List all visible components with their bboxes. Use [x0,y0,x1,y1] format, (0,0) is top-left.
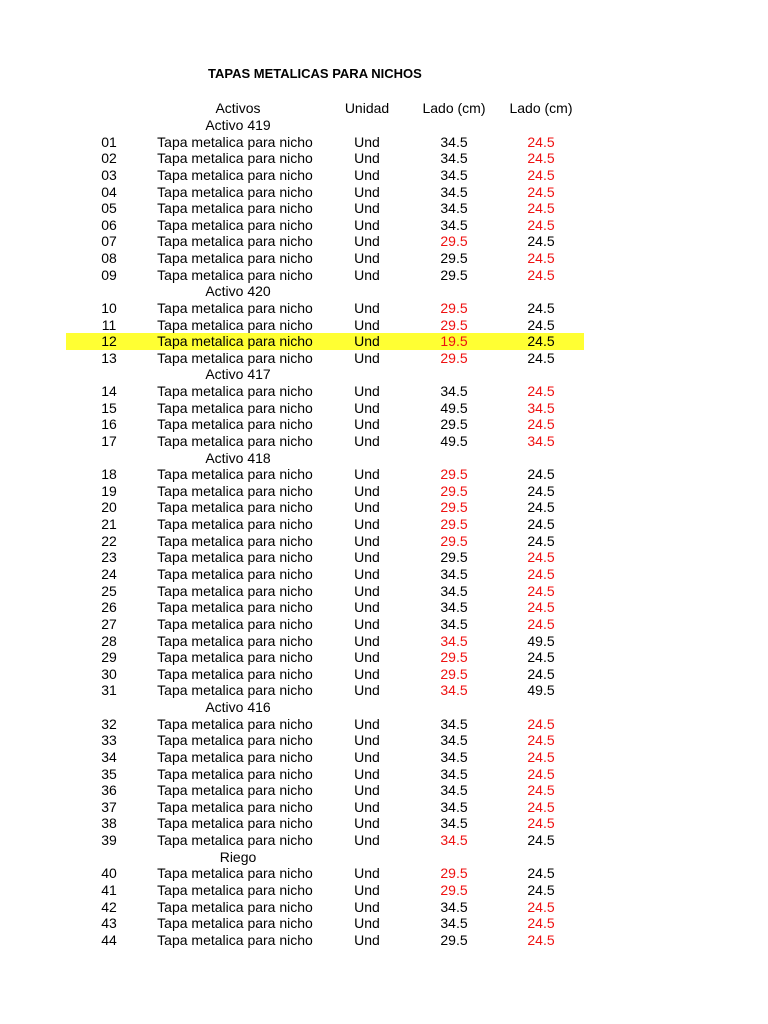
row-lado-1: 34.5 [440,599,468,616]
row-description: Tapa metalica para nicho [157,299,313,316]
row-unit: Und [354,682,380,699]
row-description: Tapa metalica para nicho [157,150,313,167]
row-number: 07 [101,233,117,250]
row-number: 22 [101,532,117,549]
row-number: 42 [101,898,117,915]
row-lado-2: 24.5 [527,233,555,250]
row-unit: Und [354,632,380,649]
row-description: Tapa metalica para nicho [157,566,313,582]
row-lado-2: 24.5 [527,532,555,549]
table-row [0,799,768,816]
row-description: Tapa metalica para nicho [157,632,313,649]
row-lado-2: 24.5 [527,349,555,366]
row-description: Tapa metalica para nicho [157,416,313,433]
row-unit: Und [354,150,380,167]
table-row [0,300,768,317]
row-number: 31 [101,682,117,699]
row-number: 01 [101,133,117,150]
table-row [0,267,768,284]
row-number: 44 [101,931,117,948]
row-unit: Und [354,399,380,416]
row-lado-1: 29.5 [440,299,468,316]
row-number: 32 [101,715,117,732]
row-number: 14 [101,383,117,400]
row-unit: Und [354,482,380,499]
row-description: Tapa metalica para nicho [157,732,313,749]
row-number: 27 [101,615,117,632]
row-lado-1: 29.5 [440,499,468,516]
row-description: Tapa metalica para nicho [157,316,313,333]
row-lado-2: 24.5 [527,865,555,882]
header-unidad: Unidad [344,100,390,116]
row-number: 02 [101,150,117,167]
table-row [0,749,768,766]
row-lado-1: 34.5 [440,615,468,632]
row-number: 19 [101,482,117,499]
group-header-row [0,849,768,866]
row-unit: Und [354,316,380,333]
row-number: 24 [101,566,117,582]
row-description: Tapa metalica para nicho [157,881,313,898]
table-row [0,533,768,550]
row-lado-2: 24.5 [527,150,555,167]
row-lado-1: 34.5 [440,732,468,749]
row-unit: Und [354,599,380,616]
row-description: Tapa metalica para nicho [157,765,313,782]
group-name: Activo 418 [205,449,271,466]
group-name: Riego [219,848,257,865]
row-number: 35 [101,765,117,782]
row-description: Tapa metalica para nicho [157,649,313,666]
row-number: 04 [101,183,117,200]
row-lado-1: 34.5 [440,798,468,815]
row-lado-2: 24.5 [527,649,555,666]
row-number: 38 [101,815,117,832]
row-lado-2: 24.5 [527,832,555,849]
row-lado-2: 24.5 [527,549,555,566]
group-name: Activo 420 [205,283,271,300]
row-description: Tapa metalica para nicho [157,798,313,815]
row-description: Tapa metalica para nicho [157,865,313,882]
row-lado-1: 29.5 [440,316,468,333]
row-number: 28 [101,632,117,649]
row-number: 09 [101,266,117,283]
table-row [0,865,768,882]
row-lado-2: 24.5 [527,898,555,915]
row-number: 40 [101,865,117,882]
row-unit: Und [354,299,380,316]
row-description: Tapa metalica para nicho [157,383,313,400]
row-unit: Und [354,532,380,549]
row-lado-1: 29.5 [440,649,468,666]
table-row [0,350,768,367]
row-lado-1: 49.5 [440,399,468,416]
table-row [0,549,768,566]
row-unit: Und [354,815,380,832]
row-unit: Und [354,432,380,449]
row-lado-1: 34.5 [440,150,468,167]
document-title: TAPAS METALICAS PARA NICHOS [208,66,422,81]
row-number: 21 [101,516,117,533]
row-number: 41 [101,881,117,898]
row-lado-1: 29.5 [440,482,468,499]
row-number: 03 [101,166,117,183]
table-row [0,832,768,849]
row-number: 26 [101,599,117,616]
table-row [0,815,768,832]
table-row [0,233,768,250]
row-unit: Und [354,832,380,849]
row-unit: Und [354,732,380,749]
table-row [0,566,768,583]
row-lado-1: 34.5 [440,166,468,183]
table-row [0,766,768,783]
row-description: Tapa metalica para nicho [157,615,313,632]
table-row [0,416,768,433]
row-unit: Und [354,233,380,250]
row-unit: Und [354,216,380,233]
row-number: 11 [101,316,117,333]
table-row [0,483,768,500]
header-lado-1: Lado (cm) [422,100,486,116]
table-row [0,732,768,749]
row-description: Tapa metalica para nicho [157,183,313,200]
row-lado-2: 24.5 [527,732,555,749]
table-row [0,217,768,234]
row-lado-2: 24.5 [527,782,555,799]
row-description: Tapa metalica para nicho [157,915,313,932]
row-lado-2: 24.5 [527,615,555,632]
row-lado-2: 34.5 [527,399,555,416]
row-lado-2: 24.5 [527,815,555,832]
row-lado-2: 24.5 [527,516,555,533]
row-lado-1: 29.5 [440,416,468,433]
row-lado-1: 34.5 [440,815,468,832]
table-row [0,616,768,633]
row-unit: Und [354,183,380,200]
row-lado-2: 24.5 [527,133,555,150]
row-unit: Und [354,865,380,882]
row-lado-1: 34.5 [440,200,468,217]
row-unit: Und [354,582,380,599]
row-description: Tapa metalica para nicho [157,748,313,765]
row-lado-2: 24.5 [527,915,555,932]
row-unit: Und [354,166,380,183]
table-row [0,499,768,516]
table-row [0,333,768,350]
row-lado-1: 29.5 [440,532,468,549]
row-unit: Und [354,715,380,732]
row-description: Tapa metalica para nicho [157,815,313,832]
table-row [0,516,768,533]
table-row [0,583,768,600]
table-row [0,682,768,699]
row-unit: Und [354,748,380,765]
row-lado-2: 24.5 [527,798,555,815]
table-row [0,466,768,483]
row-lado-1: 34.5 [440,748,468,765]
row-number: 34 [101,748,117,765]
row-lado-2: 24.5 [527,566,555,582]
row-lado-1: 29.5 [440,665,468,682]
row-description: Tapa metalica para nicho [157,682,313,699]
row-unit: Und [354,798,380,815]
row-unit: Und [354,266,380,283]
row-number: 20 [101,499,117,516]
row-lado-1: 29.5 [440,549,468,566]
row-description: Tapa metalica para nicho [157,832,313,849]
row-lado-2: 24.5 [527,416,555,433]
row-lado-1: 34.5 [440,133,468,150]
row-description: Tapa metalica para nicho [157,166,313,183]
row-number: 12 [101,333,117,350]
group-header-row [0,117,768,134]
row-number: 25 [101,582,117,599]
row-lado-2: 24.5 [527,316,555,333]
table-row [0,915,768,932]
row-number: 18 [101,466,117,483]
row-description: Tapa metalica para nicho [157,898,313,915]
row-number: 30 [101,665,117,682]
row-number: 37 [101,798,117,815]
row-lado-2: 24.5 [527,482,555,499]
row-lado-1: 34.5 [440,915,468,932]
row-number: 43 [101,915,117,932]
row-description: Tapa metalica para nicho [157,200,313,217]
row-description: Tapa metalica para nicho [157,333,313,350]
row-description: Tapa metalica para nicho [157,133,313,150]
row-lado-1: 34.5 [440,566,468,582]
row-lado-2: 24.5 [527,383,555,400]
row-unit: Und [354,931,380,948]
row-unit: Und [354,915,380,932]
table-row [0,932,768,949]
row-lado-1: 29.5 [440,466,468,483]
row-number: 33 [101,732,117,749]
row-description: Tapa metalica para nicho [157,216,313,233]
row-lado-2: 24.5 [527,250,555,267]
row-lado-2: 34.5 [527,432,555,449]
row-lado-1: 29.5 [440,931,468,948]
row-number: 16 [101,416,117,433]
row-number: 06 [101,216,117,233]
row-number: 15 [101,399,117,416]
row-lado-2: 24.5 [527,582,555,599]
row-lado-1: 34.5 [440,765,468,782]
row-unit: Und [354,516,380,533]
row-lado-2: 24.5 [527,748,555,765]
row-lado-2: 24.5 [527,466,555,483]
row-lado-1: 34.5 [440,832,468,849]
row-lado-1: 29.5 [440,881,468,898]
row-lado-2: 24.5 [527,881,555,898]
row-lado-2: 24.5 [527,333,555,350]
row-number: 29 [101,649,117,666]
header-lado-2: Lado (cm) [509,100,573,116]
row-lado-2: 24.5 [527,499,555,516]
row-unit: Und [354,499,380,516]
row-description: Tapa metalica para nicho [157,432,313,449]
group-name: Activo 416 [205,699,271,716]
table-row [0,383,768,400]
group-name: Activo 417 [205,366,271,383]
table-row [0,150,768,167]
row-lado-2: 24.5 [527,599,555,616]
header-activos: Activos [215,100,261,116]
row-lado-1: 34.5 [440,715,468,732]
row-lado-2: 24.5 [527,216,555,233]
row-unit: Und [354,665,380,682]
row-description: Tapa metalica para nicho [157,549,313,566]
row-lado-2: 24.5 [527,266,555,283]
row-lado-2: 24.5 [527,765,555,782]
table-row [0,649,768,666]
row-lado-2: 24.5 [527,200,555,217]
table-row [0,782,768,799]
row-lado-1: 34.5 [440,632,468,649]
group-header-row [0,699,768,716]
row-lado-1: 29.5 [440,865,468,882]
row-lado-1: 34.5 [440,216,468,233]
row-unit: Und [354,466,380,483]
table-row [0,250,768,267]
row-number: 05 [101,200,117,217]
row-unit: Und [354,200,380,217]
row-lado-1: 34.5 [440,782,468,799]
row-number: 13 [101,349,117,366]
row-lado-2: 24.5 [527,715,555,732]
row-unit: Und [354,349,380,366]
row-description: Tapa metalica para nicho [157,516,313,533]
row-unit: Und [354,250,380,267]
row-lado-1: 49.5 [440,432,468,449]
row-description: Tapa metalica para nicho [157,499,313,516]
table-row [0,200,768,217]
row-lado-1: 29.5 [440,349,468,366]
table-row [0,633,768,650]
table-row [0,716,768,733]
row-description: Tapa metalica para nicho [157,399,313,416]
row-lado-1: 19.5 [440,333,468,350]
row-number: 39 [101,832,117,849]
row-unit: Und [354,898,380,915]
table-row [0,899,768,916]
row-lado-1: 34.5 [440,682,468,699]
row-description: Tapa metalica para nicho [157,599,313,616]
row-number: 17 [101,432,117,449]
row-lado-2: 24.5 [527,183,555,200]
row-lado-2: 24.5 [527,166,555,183]
row-lado-1: 34.5 [440,183,468,200]
row-unit: Und [354,782,380,799]
row-unit: Und [354,765,380,782]
row-number: 10 [101,299,117,316]
table-row [0,184,768,201]
row-lado-1: 29.5 [440,266,468,283]
row-lado-1: 29.5 [440,233,468,250]
row-lado-1: 29.5 [440,516,468,533]
table-row [0,167,768,184]
row-unit: Und [354,615,380,632]
table-row [0,134,768,151]
row-description: Tapa metalica para nicho [157,782,313,799]
table-row [0,433,768,450]
row-unit: Und [354,649,380,666]
row-description: Tapa metalica para nicho [157,466,313,483]
group-header-row [0,283,768,300]
group-header-row [0,450,768,467]
row-description: Tapa metalica para nicho [157,582,313,599]
row-description: Tapa metalica para nicho [157,665,313,682]
row-lado-1: 29.5 [440,250,468,267]
row-unit: Und [354,333,380,350]
row-lado-1: 34.5 [440,383,468,400]
row-unit: Und [354,881,380,898]
row-description: Tapa metalica para nicho [157,715,313,732]
table-row [0,882,768,899]
row-lado-2: 24.5 [527,931,555,948]
group-name: Activo 419 [205,117,271,133]
row-number: 23 [101,549,117,566]
row-unit: Und [354,416,380,433]
row-lado-2: 24.5 [527,299,555,316]
row-description: Tapa metalica para nicho [157,931,313,948]
table-row [0,599,768,616]
row-unit: Und [354,566,380,582]
row-description: Tapa metalica para nicho [157,482,313,499]
row-description: Tapa metalica para nicho [157,266,313,283]
row-lado-1: 34.5 [440,582,468,599]
row-description: Tapa metalica para nicho [157,233,313,250]
row-lado-2: 49.5 [527,632,555,649]
row-unit: Und [354,549,380,566]
row-number: 08 [101,250,117,267]
row-number: 36 [101,782,117,799]
row-unit: Und [354,383,380,400]
table-row [0,317,768,334]
table-row [0,666,768,683]
row-lado-2: 49.5 [527,682,555,699]
row-description: Tapa metalica para nicho [157,349,313,366]
row-description: Tapa metalica para nicho [157,532,313,549]
row-description: Tapa metalica para nicho [157,250,313,267]
table-row [0,400,768,417]
group-header-row [0,366,768,383]
row-lado-2: 24.5 [527,665,555,682]
row-unit: Und [354,133,380,150]
row-lado-1: 34.5 [440,898,468,915]
